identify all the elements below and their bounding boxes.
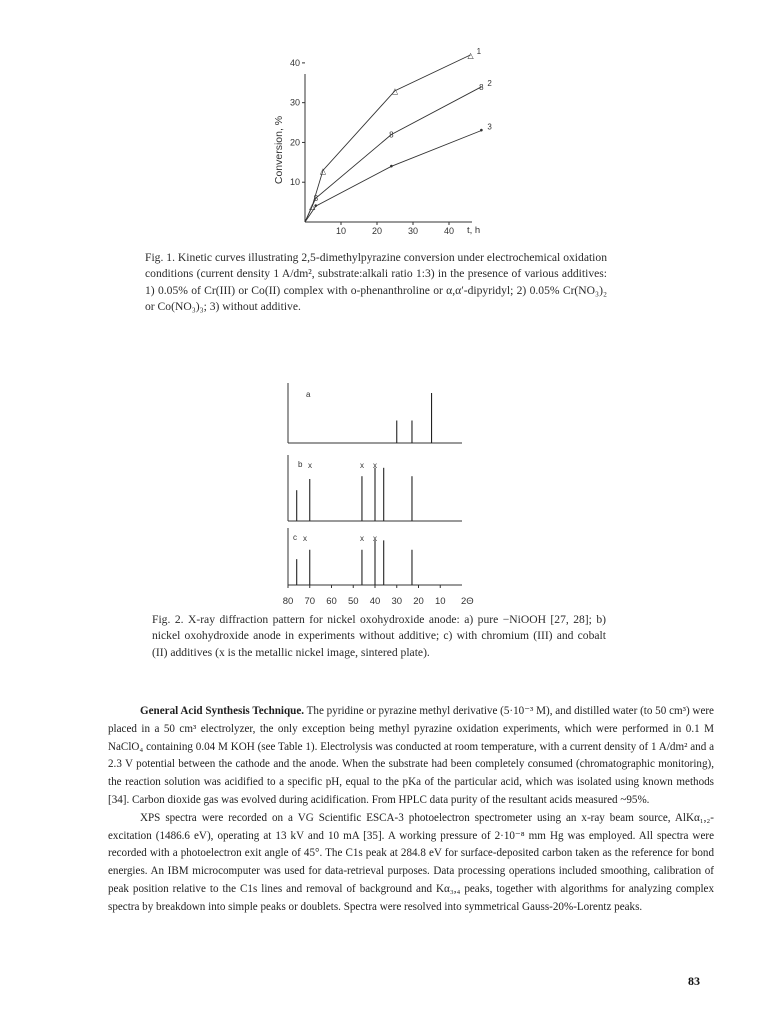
page-number: 83 — [688, 974, 700, 988]
fig1-series-3-line — [305, 131, 481, 223]
fig2-panel-label-b: b — [298, 460, 303, 469]
figure-2-xrd-chart — [0, 375, 759, 610]
fig1-series-1-point: △ — [467, 50, 474, 60]
paragraph-2: XPS spectra were recorded on a VG Scientific ESCA-3 photoelectron spectrometer using an x-ray beam source, AlKα₁,₂-excitation (1486.6 eV), operating at 13 kV and 10 mA [35]. A working pressure of 2·10⁻⁸ mm Hg was employed. All spectra were recorded with a photoelectron exit angle of 45°. The C1s peak at 284.8 eV for surface-deposited carbon taken as the reference for bond energies. An IBM microcomputer was used for data-retrieval purposes. Data processing operations included smoothing, calibration of peak position relative to the C1s lines and removal of background and Kα₃,₄ peaks, together with algorithms for analyzing complex spectra by breakdown into simple peaks or doublets. Spectra were resolved into symmetrical Gauss-20%-Lorentz peaks. — [108, 811, 714, 913]
fig2-x-tick-label: 30 — [391, 596, 403, 607]
fig1-y-axis-label: Conversion, % — [273, 115, 285, 185]
paragraph-1-text: The pyridine or pyrazine methyl derivative (5·10⁻³ M), and distilled water (to 50 cm³) were placed in a 50 cm³ electrolyzer, the only exception being methyl pyrazine oxidation experiments, which were performed in 0.1 M NaClO₄ containing 0.04 M KOH (see Table 1). Electrolysis was conducted at room temperature, with a current density of 1 A/dm² and a 2.3 V potential between the cathode and the anode. When the substrate had been completely consumed (chromatographic monitoring), the reaction solution was acidified to a specific pH, equal to the pKa of the particular acid, which was isolated using known methods [34]. Carbon dioxide gas was evolved during acidification. From HPLC data purity of the resultant acids measured ~95%. — [108, 705, 714, 806]
fig2-panels — [288, 383, 462, 585]
fig2-x-tick-label: 80 — [282, 596, 294, 607]
fig1-series-1-line — [305, 55, 471, 222]
paragraph-1 — [108, 703, 714, 810]
fig1-curve-label-3: 3 — [487, 122, 492, 132]
section-heading: General Acid Synthesis Technique. — [140, 705, 305, 717]
fig2-panel-label-a: a — [306, 390, 311, 399]
fig1-x-tick-label: 10 — [335, 226, 347, 236]
fig1-series-3-point: • — [389, 161, 394, 173]
fig1-series-2-point: 8 — [479, 82, 484, 92]
fig1-series-1-point: △ — [319, 166, 327, 176]
fig1-y-tick-label: 10 — [289, 177, 300, 188]
fig2-x-tick-label: 70 — [304, 596, 316, 607]
fig1-series-3-point: • — [479, 125, 484, 137]
fig1-y-tick-label: 40 — [289, 57, 300, 68]
fig1-series-2-point: 8 — [389, 130, 394, 140]
fig1-x-tick-label: 30 — [407, 226, 419, 236]
fig1-series-2-line — [305, 87, 481, 222]
fig1-series-1-point: △ — [391, 86, 399, 96]
fig2-x-tick-label: 50 — [347, 596, 359, 607]
fig1-x-axis-label: t, h — [467, 225, 481, 236]
fig2-panel-label-c: c — [293, 533, 297, 542]
fig1-y-tick-label: 30 — [289, 97, 300, 108]
fig1-x-tick-label: 20 — [371, 226, 383, 236]
fig2-nickel-marker: x — [373, 461, 377, 470]
fig2-nickel-marker: x — [359, 534, 364, 543]
figure-1-caption: Fig. 1. Kinetic curves illustrating 2,5-dimethylpyrazine conversion under electrochemical oxidation conditions (current density 1 A/dm², substrate:alkali ratio 1:3) in the presence of various additives: 1) 0.05% of Cr(III) or Co(II) complex with o-phenanthroline or α,α′-dipyridyl; 2) 0.05% Cr(NO₃)₂ or Co(NO₃)₃; 3) without additive. — [145, 251, 607, 314]
fig1-series-2-point: 8 — [313, 194, 319, 204]
fig2-panel-b — [288, 455, 462, 521]
fig2-panel-a — [288, 383, 462, 443]
fig2-nickel-marker: x — [308, 461, 312, 470]
fig2-x-tick-label: 20 — [413, 596, 424, 607]
fig1-series-3-point: • — [314, 201, 318, 213]
fig2-x-tick-label: 40 — [369, 596, 381, 607]
fig1-y-tick-label: 20 — [289, 137, 300, 148]
fig2-nickel-marker: x — [373, 534, 377, 543]
fig1-curve-label-2: 2 — [487, 78, 492, 88]
fig2-panel-c — [288, 528, 462, 585]
fig1-y-ticks — [290, 58, 305, 187]
fig2-x-ticks — [283, 585, 446, 607]
fig2-x-tick-label: 10 — [434, 596, 446, 607]
fig1-curves — [305, 51, 484, 222]
figure-1-kinetic-chart — [0, 0, 759, 250]
fig2-nickel-marker: x — [303, 534, 307, 543]
fig2-nickel-marker: x — [359, 461, 364, 470]
fig1-curve-label-1: 1 — [476, 46, 482, 56]
fig2-x-tick-label: 60 — [326, 596, 337, 607]
fig1-x-ticks — [336, 222, 454, 236]
body-text — [108, 703, 714, 917]
figure-2-caption: Fig. 2. X-ray diffraction pattern for nickel oxohydroxide anode: a) pure −NiOOH [27, 28]; b) nickel oxohydroxide anode in experiments without additive; c) with chromium (III) and cobalt (II) additives (x is the metallic nickel image, sintered plate). — [152, 613, 606, 659]
fig1-series-1-point: △ — [309, 202, 316, 212]
fig2-x-axis-label: 2Θ — [461, 596, 474, 607]
fig1-x-tick-label: 40 — [443, 226, 455, 236]
